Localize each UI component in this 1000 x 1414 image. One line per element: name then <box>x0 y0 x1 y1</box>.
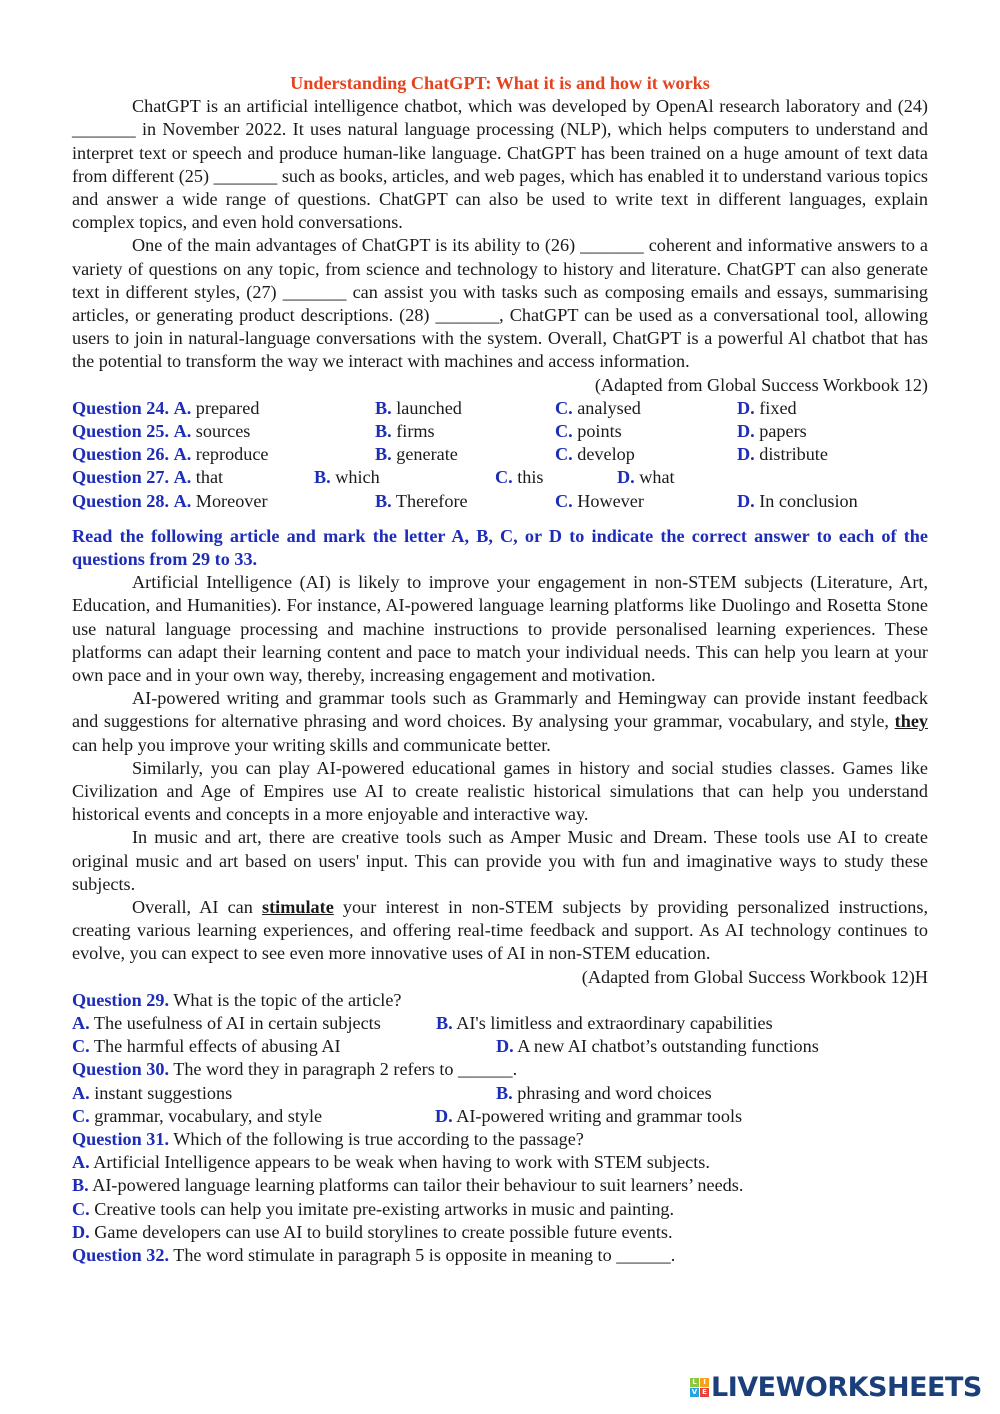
option-letter-d: D. <box>737 397 755 418</box>
question-label: Question 25. <box>72 421 170 442</box>
option-b[interactable]: phrasing and word choices <box>512 1082 712 1103</box>
logo-tile-e: E <box>700 1388 709 1397</box>
option-letter-c: C. <box>495 467 513 488</box>
option-b[interactable]: Therefore <box>395 490 468 511</box>
question-29 <box>72 989 928 1012</box>
option-letter-b: B. <box>375 397 392 418</box>
option-letter-c: C. <box>555 444 573 465</box>
option-a[interactable]: Moreover <box>195 490 268 511</box>
question-32 <box>72 1244 928 1267</box>
question-25 <box>72 420 928 443</box>
option-letter-d: D. <box>737 490 755 511</box>
option-d[interactable]: distribute <box>759 444 828 465</box>
option-letter-a: A. <box>173 397 192 418</box>
question-30 <box>72 1058 928 1081</box>
option-a[interactable]: instant suggestions <box>89 1082 233 1103</box>
question-31 <box>72 1128 928 1151</box>
question-text: The word they in paragraph 2 refers to ______. <box>169 1059 518 1080</box>
option-letter-a: A. <box>173 490 192 511</box>
option-letter-a: A. <box>72 1013 90 1034</box>
section2-source: (Adapted from Global Success Workbook 12)H <box>581 966 928 987</box>
option-letter-c: C. <box>555 397 573 418</box>
option-letter-b: B. <box>375 490 392 511</box>
question-label: Question 31. <box>72 1129 170 1149</box>
option-letter-a: A. <box>173 467 192 488</box>
option-letter-c: C. <box>555 490 573 511</box>
option-letter-d: D. <box>737 444 755 465</box>
question-text: What is the topic of the article? <box>169 989 402 1010</box>
logo-tile-v: V <box>691 1388 698 1396</box>
option-letter-c: C. <box>72 1198 90 1219</box>
paragraph-text: can help you improve your writing skills and communicate better. <box>72 734 551 755</box>
option-letter-d: D. <box>435 1105 453 1126</box>
option-letter-b: B. <box>375 421 392 442</box>
option-letter-d: D. <box>496 1036 514 1057</box>
option-letter-d: D. <box>617 467 635 488</box>
option-c[interactable]: analysed <box>577 397 641 418</box>
option-a[interactable]: prepared <box>195 397 260 418</box>
option-letter-a: A. <box>72 1082 90 1103</box>
question-31-option-b[interactable] <box>72 1174 928 1197</box>
option-letter-b: B. <box>496 1082 513 1103</box>
option-c[interactable]: However <box>577 490 644 511</box>
option-b[interactable]: launched <box>396 397 462 418</box>
logo-tile-i: I <box>700 1378 709 1387</box>
question-label: Question 32. <box>72 1245 170 1266</box>
option-letter-a: A. <box>173 444 192 465</box>
option-d[interactable]: AI-powered writing and grammar tools <box>452 1105 743 1126</box>
option-a[interactable]: Artificial Intelligence appears to be weak when having to work with STEM subjects. <box>89 1152 710 1173</box>
underlined-word-they: they <box>894 711 928 732</box>
section2-paragraph-3: Similarly, you can play AI-powered educational games in history and social studies classes. Games like Civilization and Age of Empires use AI to create realistic historical simulations that can help you understand historical events and concepts in a more enjoyable and interactive way. <box>72 757 928 825</box>
option-b[interactable]: AI-powered language learning platforms can tailor their behaviour to suit learners’ needs. <box>88 1175 744 1196</box>
underlined-word-stimulate: stimulate <box>262 897 334 918</box>
question-31-option-d[interactable] <box>72 1221 928 1244</box>
question-27 <box>72 466 928 489</box>
question-text: The word stimulate in paragraph 5 is opposite in meaning to ______. <box>169 1245 676 1266</box>
question-label: Question 26. <box>72 444 170 465</box>
question-28 <box>72 490 928 513</box>
option-a[interactable]: The usefulness of AI in certain subjects <box>89 1013 381 1034</box>
section2-paragraph-1: Artificial Intelligence (AI) is likely to improve your engagement in non-STEM subjects (Literature, Art, Education, and Humanities). For instance, AI-powered language learning platforms like Duolingo and Rosetta Stone use natural language processing and machine instructions to provide personalised learning experiences. These platforms can adapt their learning content and pace to match your individual needs. This can help you learn at your own pace and in your own way, thereby, increasing engagement and motivation. <box>72 572 928 685</box>
paragraph-text: Overall, AI can <box>132 897 263 918</box>
question-24 <box>72 397 928 420</box>
option-b[interactable]: which <box>335 467 380 488</box>
option-b[interactable]: AI's limitless and extraordinary capabilities <box>452 1013 773 1034</box>
question-26 <box>72 443 928 466</box>
option-c[interactable]: Creative tools can help you imitate pre-existing artworks in music and painting. <box>89 1198 675 1219</box>
option-letter-d: D. <box>737 421 755 442</box>
section1-paragraph-1: ChatGPT is an artificial intelligence chatbot, which was developed by OpenAl research laboratory and (24) _______ in November 2022. It uses natural language processing (NLP), which helps computers to understand and interpret text or speech and produce human-like language. ChatGPT has been trained on a huge amount of text data from different (25) _______ such as books, articles, and web pages, which has enabled it to understand various topics and answer a wide range of questions. ChatGPT can also be used to write text in different languages, explain complex topics, and even hold conversations. <box>72 96 928 233</box>
option-letter-d: D. <box>72 1221 90 1242</box>
option-letter-c: C. <box>72 1036 90 1057</box>
question-label: Question 27. <box>72 467 170 488</box>
logo-tile-l: L <box>690 1378 699 1387</box>
option-d[interactable]: Game developers can use AI to build storylines to create possible future events. <box>89 1221 673 1242</box>
section2-paragraph-2 <box>72 687 928 757</box>
question-label: Question 28. <box>72 490 170 511</box>
option-c[interactable]: develop <box>577 444 635 465</box>
option-a[interactable]: sources <box>195 421 251 442</box>
paragraph-text: your interest in non-STEM subjects by providing personalized instructions, creating various learning experiences, and offering real-time feedback and support. As AI technology continues to evolve, you can expect to see even more innovative uses of AI in non-STEM education. <box>72 897 928 964</box>
option-c[interactable]: grammar, vocabulary, and style <box>89 1105 323 1126</box>
question-29-options-cd <box>72 1035 928 1058</box>
question-29-options-ab <box>72 1012 928 1035</box>
option-d[interactable]: papers <box>759 421 807 442</box>
question-30-options-ab <box>72 1082 928 1105</box>
option-letter-b: B. <box>72 1175 89 1196</box>
option-c[interactable]: this <box>517 467 544 488</box>
section1-title: Understanding ChatGPT: What it is and how it works <box>290 73 710 93</box>
option-letter-c: C. <box>555 421 573 442</box>
option-a[interactable]: that <box>195 467 224 488</box>
question-31-option-a[interactable] <box>72 1151 928 1174</box>
option-b[interactable]: generate <box>396 444 458 465</box>
option-d[interactable]: what <box>639 467 675 488</box>
question-label: Question 29. <box>72 989 170 1010</box>
question-31-option-c[interactable] <box>72 1198 928 1221</box>
paragraph-text: AI-powered writing and grammar tools such as Grammarly and Hemingway can provide instant feedback and suggestions for alternative phrasing and word choices. By analysing your grammar, vocabulary, and style, <box>72 688 928 732</box>
question-label: Question 30. <box>72 1059 170 1080</box>
question-label: Question 24. <box>72 397 170 418</box>
question-text: Which of the following is true according to the passage? <box>169 1129 584 1149</box>
option-letter-a: A. <box>72 1152 90 1173</box>
section2-instruction: Read the following article and mark the letter A, B, C, or D to indicate the correct answer to each of the questions from 29 to 33. <box>72 525 928 569</box>
option-b[interactable]: firms <box>396 421 435 442</box>
option-d[interactable]: fixed <box>759 397 797 418</box>
option-d[interactable]: A new AI chatbot’s outstanding functions <box>513 1036 819 1057</box>
option-letter-c: C. <box>72 1105 90 1126</box>
section2-paragraph-4: In music and art, there are creative tools such as Amper Music and Dream. These tools use AI to create original music and art based on users' input. This can provide you with fun and imaginative ways to study these subjects. <box>72 827 928 894</box>
section1-source: (Adapted from Global Success Workbook 12) <box>594 374 928 395</box>
option-letter-b: B. <box>436 1013 453 1034</box>
option-c[interactable]: The harmful effects of abusing AI <box>89 1036 341 1057</box>
option-c[interactable]: points <box>577 421 622 442</box>
worksheet-page <box>72 72 928 1267</box>
option-letter-b: B. <box>314 467 331 488</box>
option-letter-b: B. <box>375 444 392 465</box>
liveworksheets-logo <box>690 1374 982 1401</box>
section2-paragraph-5 <box>72 896 928 966</box>
logo-tiles-icon <box>690 1378 709 1397</box>
option-a[interactable]: reproduce <box>195 444 269 465</box>
option-d[interactable]: In conclusion <box>759 490 858 511</box>
section1-paragraph-2: One of the main advantages of ChatGPT is its ability to (26) _______ coherent and informative answers to a variety of questions on any topic, from science and technology to history and literature. ChatGPT can also generate text in different styles, (27) _______ can assist you with tasks such as composing emails and essays, summarising articles, or generating product descriptions. (28) _______, ChatGPT can be used as a conversational tool, allowing users to join in natural-language conversations with the system. Overall, ChatGPT is a powerful Al chatbot that has the potential to transform the way we interact with machines and access information. <box>72 235 928 372</box>
question-30-options-cd <box>72 1105 928 1128</box>
option-letter-a: A. <box>173 421 192 442</box>
logo-text: LIVEWORKSHEETS <box>711 1372 982 1403</box>
